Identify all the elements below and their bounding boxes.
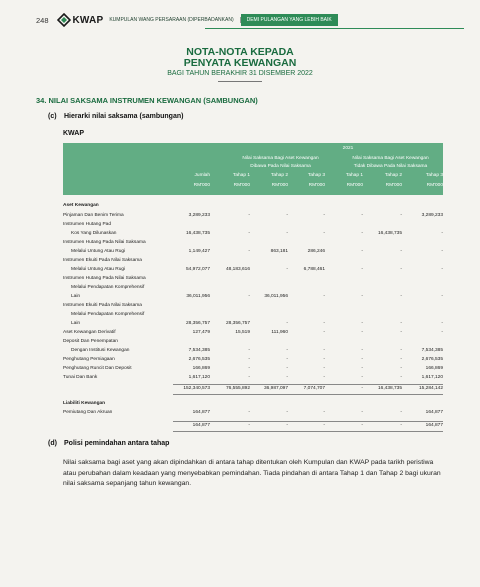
group2-line2: Tidak Dibawa Pada Nilai Saksama	[353, 164, 428, 169]
column-unit: RM'000	[233, 183, 250, 188]
column-unit: RM'000	[426, 183, 443, 188]
header-year: 2021	[342, 146, 354, 151]
column-unit: RM'000	[271, 183, 288, 188]
column-unit: RM'000	[308, 183, 325, 188]
subsection-c	[48, 113, 183, 120]
cell-value: 3,289,233	[188, 213, 210, 218]
subsection-d	[48, 440, 169, 447]
title-period: BAGI TAHUN BERAKHIR 31 DISEMBER 2022	[167, 70, 313, 77]
column-unit: RM'000	[346, 183, 363, 188]
cell-value: 2,676,535	[188, 357, 210, 362]
cell-value: -	[361, 366, 363, 371]
cell-value: -	[248, 294, 250, 299]
cell-value: -	[286, 213, 288, 218]
cell-value: 166,869	[425, 366, 443, 371]
cell-value: -	[286, 357, 288, 362]
cell-value: -	[248, 213, 250, 218]
column-headers	[63, 143, 443, 195]
subsection-d-letter: (d)	[48, 440, 57, 447]
cell-value: -	[323, 423, 325, 428]
row-label: Deposit Dan Penempatan	[63, 339, 118, 344]
cell-value: -	[286, 321, 288, 326]
total-rule	[173, 384, 443, 385]
cell-value: 36,987,097	[263, 386, 288, 391]
row-label: Instrumen Hutang Pada Nilai Saksama	[63, 240, 146, 245]
subsection-c-text: Hierarki nilai saksama (sambungan)	[64, 113, 184, 120]
group1-line2: Dibawa Pada Nilai Saksama	[250, 164, 311, 169]
cell-value: -	[361, 231, 363, 236]
cell-value: -	[323, 375, 325, 380]
cell-value: -	[441, 330, 443, 335]
cell-value: -	[361, 267, 363, 272]
fair-value-table	[63, 143, 443, 485]
title-divider	[218, 81, 262, 82]
row-label: Melalui Pendapatan Komprehensif	[71, 312, 145, 317]
cell-value: 2,676,535	[421, 357, 443, 362]
cell-value: 36,011,956	[264, 294, 288, 299]
cell-value: -	[361, 330, 363, 335]
cell-value: -	[361, 410, 363, 415]
cell-value: 166,869	[192, 366, 210, 371]
cell-value: 48,183,616	[225, 267, 250, 272]
cell-value: -	[361, 423, 363, 428]
total-underline	[173, 394, 443, 395]
cell-value: 1,149,427	[188, 249, 210, 254]
row-label: Melalui Pendapatan Komprehensif	[71, 285, 145, 290]
cell-value: -	[323, 321, 325, 326]
column-unit: RM'000	[193, 183, 210, 188]
cell-value: -	[248, 249, 250, 254]
cell-value: -	[441, 321, 443, 326]
cell-value: -	[400, 249, 402, 254]
column-unit: RM'000	[385, 183, 402, 188]
cell-value: 863,181	[270, 249, 288, 254]
column-header: Tahap 2	[270, 173, 288, 178]
cell-value: 76,555,892	[225, 386, 250, 391]
row-label: Tunai Dan Bank	[63, 375, 98, 380]
header-rule	[205, 28, 464, 29]
cell-value: 164,877	[425, 423, 443, 428]
cell-value: -	[286, 375, 288, 380]
row-label: Penghutang Perniagaan	[63, 357, 115, 362]
transfer-policy-paragraph: Nilai saksama bagi aset yang akan dipindahkan di antara tahap ditentukan oleh Kumpulan dan KWAP pada tarikh peristiwa atau perubahan dalam keadaan yang menyebabkan pemindahan. Tiada pindahan di antara Tahap 1 dan Tahap 2 bagi ukuran nilai saksama sepanjang tahun kewangan.	[63, 459, 441, 487]
cell-value: -	[248, 375, 250, 380]
cell-value: -	[248, 231, 250, 236]
cell-value: -	[286, 410, 288, 415]
cell-value: -	[361, 294, 363, 299]
cell-value: 286,246	[307, 249, 325, 254]
subsection-d-text: Polisi pemindahan antara tahap	[64, 440, 170, 447]
column-header: Tahap 1	[345, 173, 363, 178]
cell-value: -	[323, 348, 325, 353]
cell-value: -	[361, 375, 363, 380]
column-header: Tahap 1	[232, 173, 250, 178]
column-header: Tahap 2	[384, 173, 402, 178]
cell-value: -	[400, 357, 402, 362]
org-name: KUMPULAN WANG PERSARAAN (DIPERBADANKAN)	[109, 17, 240, 23]
entity-label: KWAP	[63, 130, 84, 137]
cell-value: -	[400, 410, 402, 415]
page-number: 248	[36, 15, 49, 25]
cell-value: 7,534,385	[188, 348, 210, 353]
cell-value: -	[400, 213, 402, 218]
cell-value: -	[248, 410, 250, 415]
cell-value: -	[248, 357, 250, 362]
group1-line1: Nilai Saksama Bagi Aset Kewangan	[242, 156, 319, 161]
cell-value: 1,617,120	[421, 375, 443, 380]
cell-value: 7,074,707	[303, 386, 325, 391]
cell-value: 164,877	[192, 423, 210, 428]
cell-value: -	[323, 366, 325, 371]
cell-value: -	[441, 267, 443, 272]
cell-value: 3,289,233	[421, 213, 443, 218]
cell-value: -	[441, 231, 443, 236]
cell-value: -	[361, 348, 363, 353]
cell-value: -	[323, 357, 325, 362]
cell-value: 7,534,385	[421, 348, 443, 353]
row-category: Aset Kewangan	[63, 203, 99, 208]
row-category: Liabiliti Kewangan	[63, 401, 106, 406]
row-label: Pemiutang Dan Akruan	[63, 410, 113, 415]
cell-value: 1,617,120	[188, 375, 210, 380]
cell-value: -	[323, 231, 325, 236]
cell-value: -	[400, 267, 402, 272]
column-header: Jumlah	[194, 173, 210, 178]
cell-value: -	[361, 386, 363, 391]
group2-line1: Nilai Saksama Bagi Aset Kewangan	[352, 156, 429, 161]
tagline: DEMI PULANGAN YANG LEBIH BAIK	[241, 14, 338, 26]
cell-value: -	[286, 267, 288, 272]
title-line-2: PENYATA KEWANGAN	[183, 57, 297, 69]
cell-value: -	[323, 294, 325, 299]
cell-value: 28,356,757	[225, 321, 250, 326]
row-label: Lain	[71, 321, 81, 326]
cell-value: 164,877	[425, 410, 443, 415]
cell-value: -	[286, 231, 288, 236]
section-heading: 34. NILAI SAKSAMA INSTRUMEN KEWANGAN (SAMBUNGAN)	[36, 96, 258, 105]
cell-value: -	[441, 249, 443, 254]
row-label: Lain	[71, 294, 81, 299]
row-label: Kos Yang Dilunaskan	[71, 231, 117, 236]
row-label: Instrumen Hutang Pad	[63, 222, 111, 227]
cell-value: 6,788,461	[303, 267, 325, 272]
cell-value: -	[323, 330, 325, 335]
cell-value: -	[441, 294, 443, 299]
cell-value: -	[361, 213, 363, 218]
cell-value: -	[248, 366, 250, 371]
kwap-logo-icon	[57, 13, 71, 27]
cell-value: 54,972,077	[185, 267, 210, 272]
kwap-logo	[57, 13, 104, 27]
page-title	[0, 47, 480, 82]
cell-value: -	[248, 423, 250, 428]
row-label: Aset Kewangan Derivatif	[63, 330, 116, 335]
cell-value: -	[286, 366, 288, 371]
cell-value: -	[400, 330, 402, 335]
cell-value: 16,438,735	[185, 231, 210, 236]
cell-value: -	[323, 410, 325, 415]
cell-value: -	[361, 357, 363, 362]
total-rule	[173, 421, 443, 422]
cell-value: 164,877	[192, 410, 210, 415]
cell-value: -	[323, 213, 325, 218]
title-line-1: NOTA-NOTA KEPADA	[186, 46, 294, 58]
subsection-c-letter: (c)	[48, 113, 57, 120]
cell-value: 16,438,735	[377, 231, 402, 236]
cell-value: 16,438,735	[377, 386, 402, 391]
row-label: Instrumen Hutang Pada Nilai Saksama	[63, 276, 146, 281]
row-label: Instrumen Ekuiti Pada Nilai Saksama	[63, 303, 142, 308]
row-label: Pinjaman Dan Benim Terima	[63, 213, 124, 218]
cell-value: -	[286, 348, 288, 353]
cell-value: 111,960	[271, 330, 288, 335]
table-header	[63, 143, 443, 195]
column-header: Tahap 3	[307, 173, 325, 178]
cell-value: -	[361, 321, 363, 326]
cell-value: -	[400, 294, 402, 299]
logo-text: KWAP	[72, 14, 104, 26]
cell-value: -	[400, 423, 402, 428]
cell-value: -	[400, 375, 402, 380]
row-label: Dengan Institusi Kewangan	[71, 348, 130, 353]
cell-value: 15,284,142	[418, 386, 443, 391]
cell-value: -	[400, 321, 402, 326]
row-label: Penghutang Runcit Dan Deposit	[63, 366, 132, 371]
cell-value: 28,356,757	[185, 321, 210, 326]
cell-value: 127,479	[192, 330, 210, 335]
cell-value: 152,340,573	[183, 386, 210, 391]
cell-value: -	[400, 366, 402, 371]
cell-value: 15,519	[235, 330, 250, 335]
page-header	[36, 12, 480, 28]
total-underline	[173, 431, 443, 432]
cell-value: -	[248, 348, 250, 353]
row-label: Instrumen Ekuiti Pada Nilai Saksama	[63, 258, 142, 263]
cell-value: -	[361, 249, 363, 254]
row-label: Melalui Untung Atau Rugi	[71, 249, 126, 254]
column-header: Tahap 3	[425, 173, 443, 178]
cell-value: 36,011,956	[186, 294, 210, 299]
row-label: Melalui Untung Atau Rugi	[71, 267, 126, 272]
cell-value: -	[286, 423, 288, 428]
cell-value: -	[400, 348, 402, 353]
